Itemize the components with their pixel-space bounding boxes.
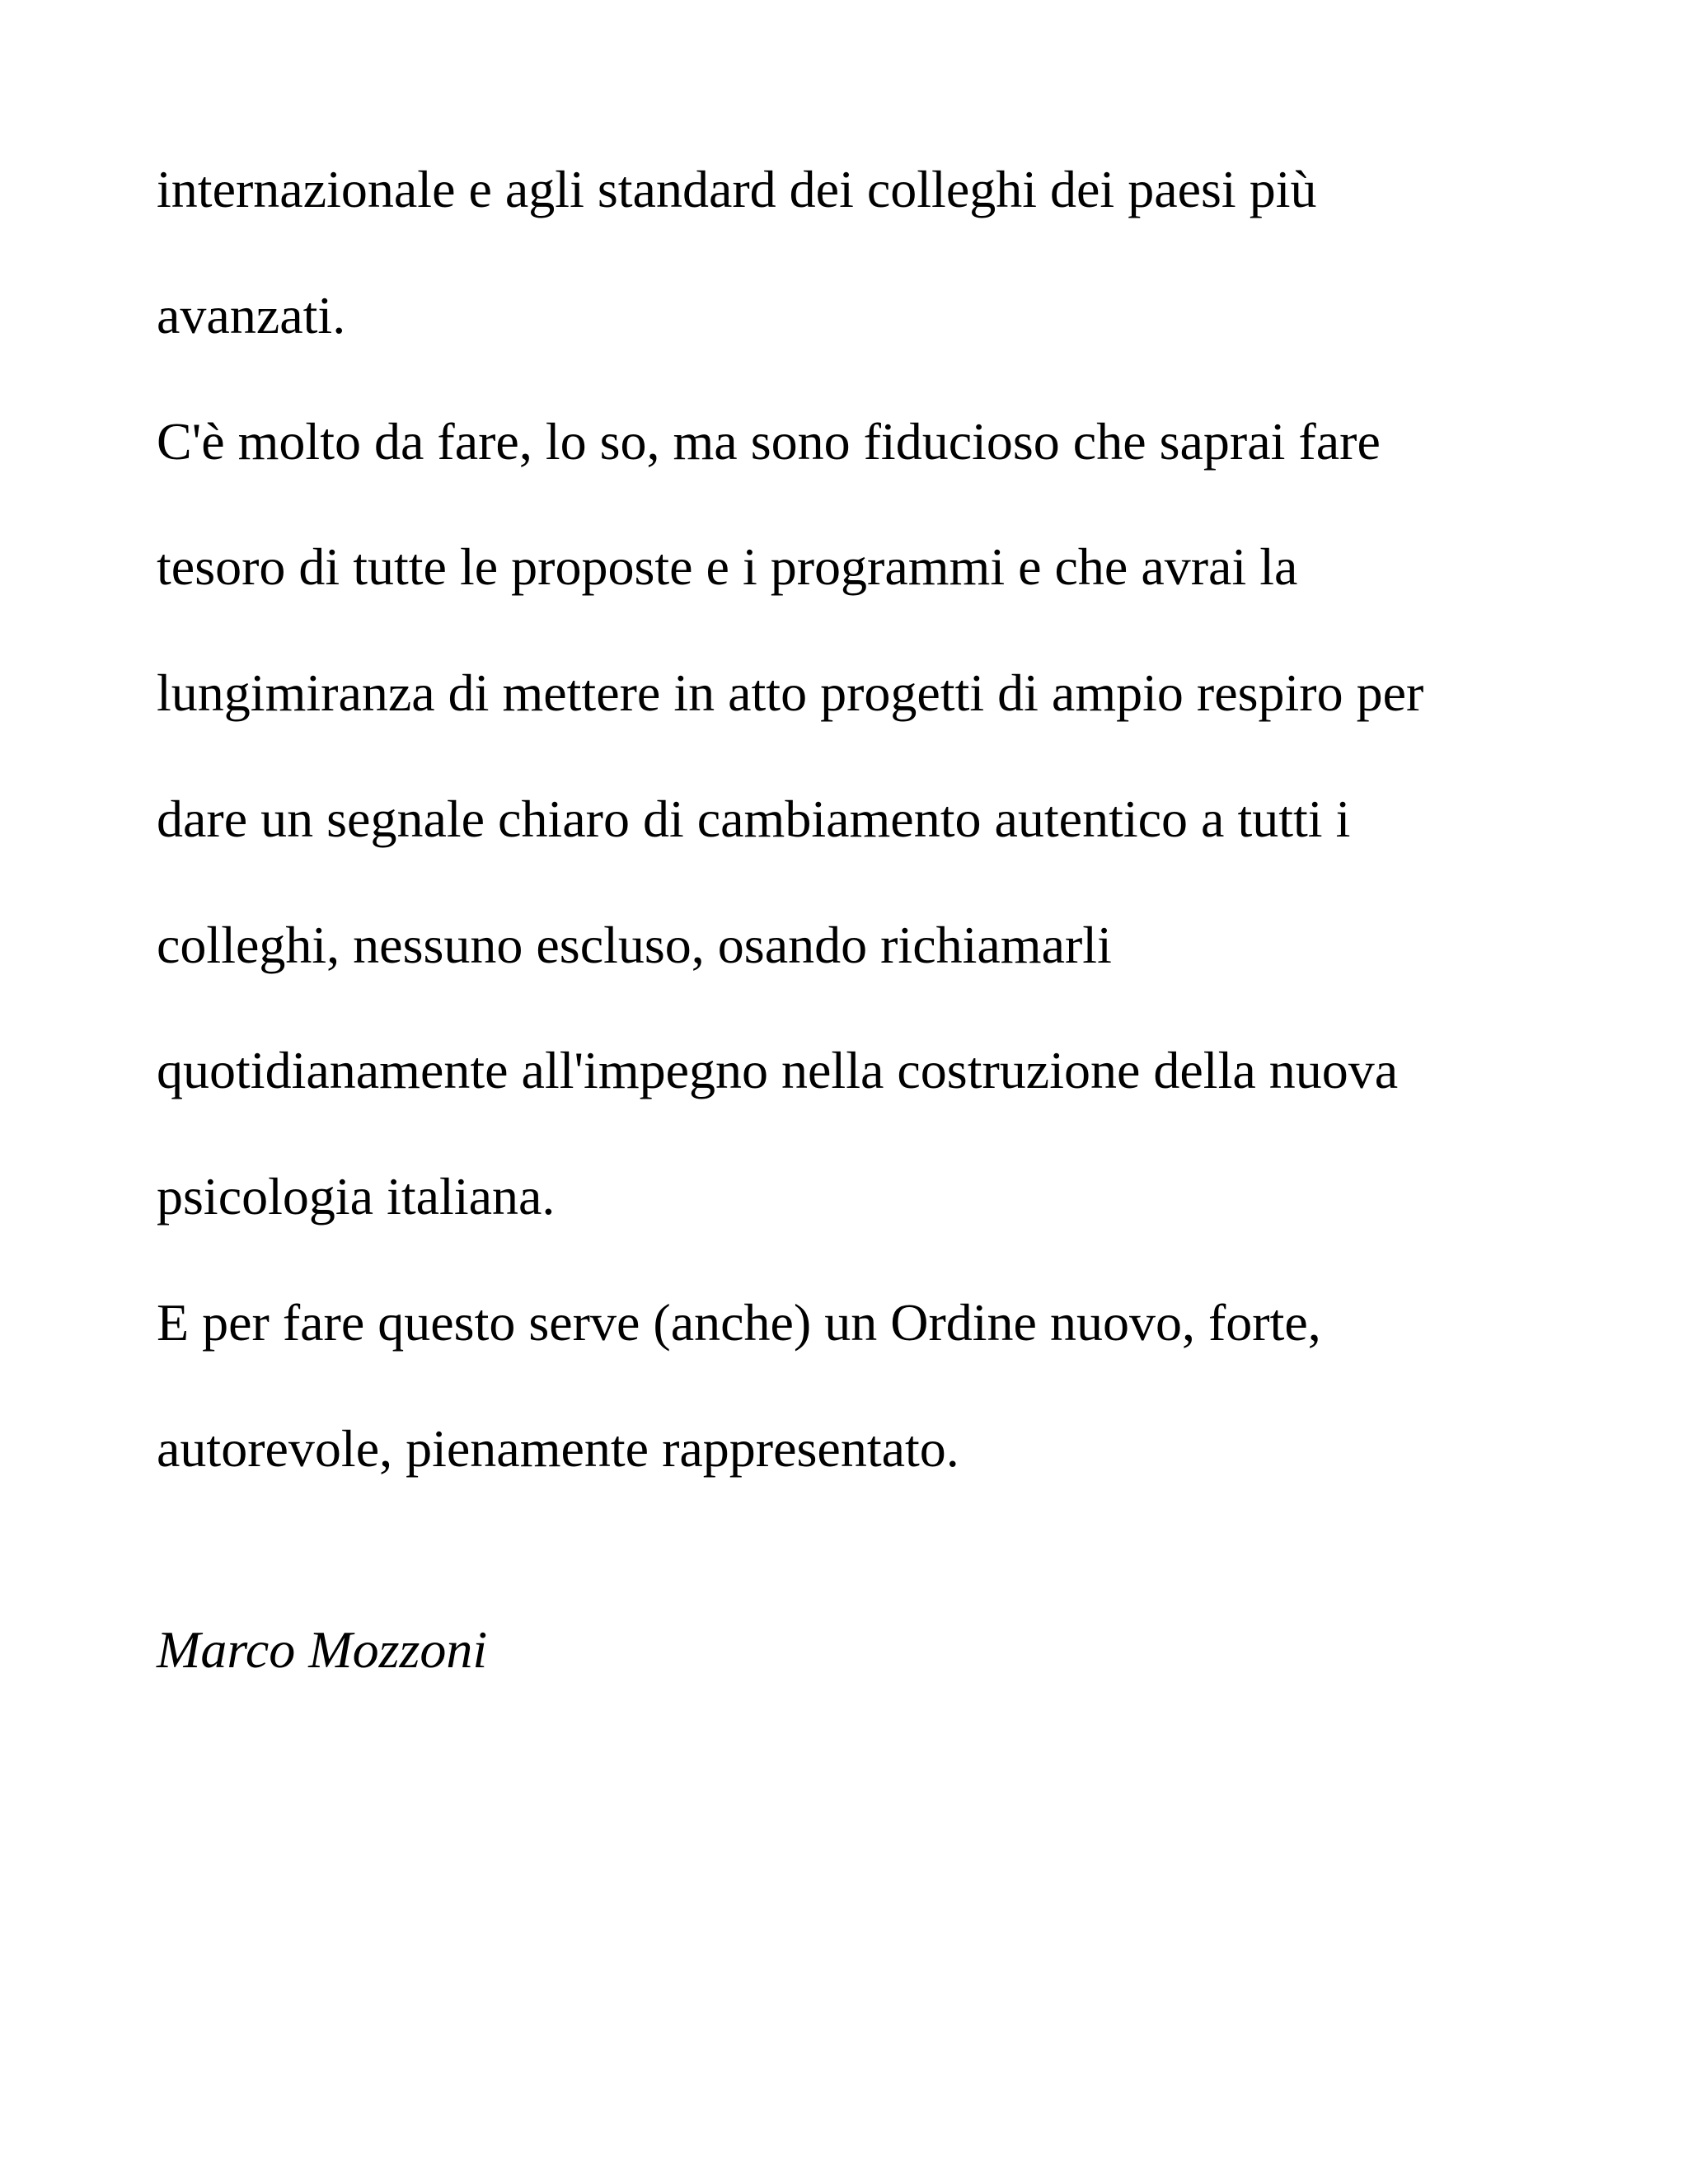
text-line: tesoro di tutte le proposte e i programmi e che avrai la: [157, 537, 1298, 596]
signature: Marco Mozzoni: [157, 1620, 488, 1679]
text-line: avanzati.: [157, 286, 346, 344]
text-line: autorevole, pienamente rappresentato.: [157, 1419, 959, 1478]
text-line: dare un segnale chiaro di cambiamento autentico a tutti i: [157, 790, 1351, 848]
text-line: E per fare questo serve (anche) un Ordine nuovo, forte,: [157, 1293, 1321, 1352]
text-line: C'è molto da fare, lo so, ma sono fiducioso che saprai fare: [157, 412, 1381, 471]
text-line: internazionale e agli standard dei colleghi dei paesi più: [157, 160, 1317, 218]
text-line: lungimiranza di mettere in atto progetti di ampio respiro per: [157, 663, 1424, 722]
text-line: quotidianamente all'impegno nella costruzione della nuova: [157, 1041, 1399, 1099]
text-line: psicologia italiana.: [157, 1167, 556, 1226]
text-line: colleghi, nessuno escluso, osando richiamarli: [157, 916, 1112, 974]
